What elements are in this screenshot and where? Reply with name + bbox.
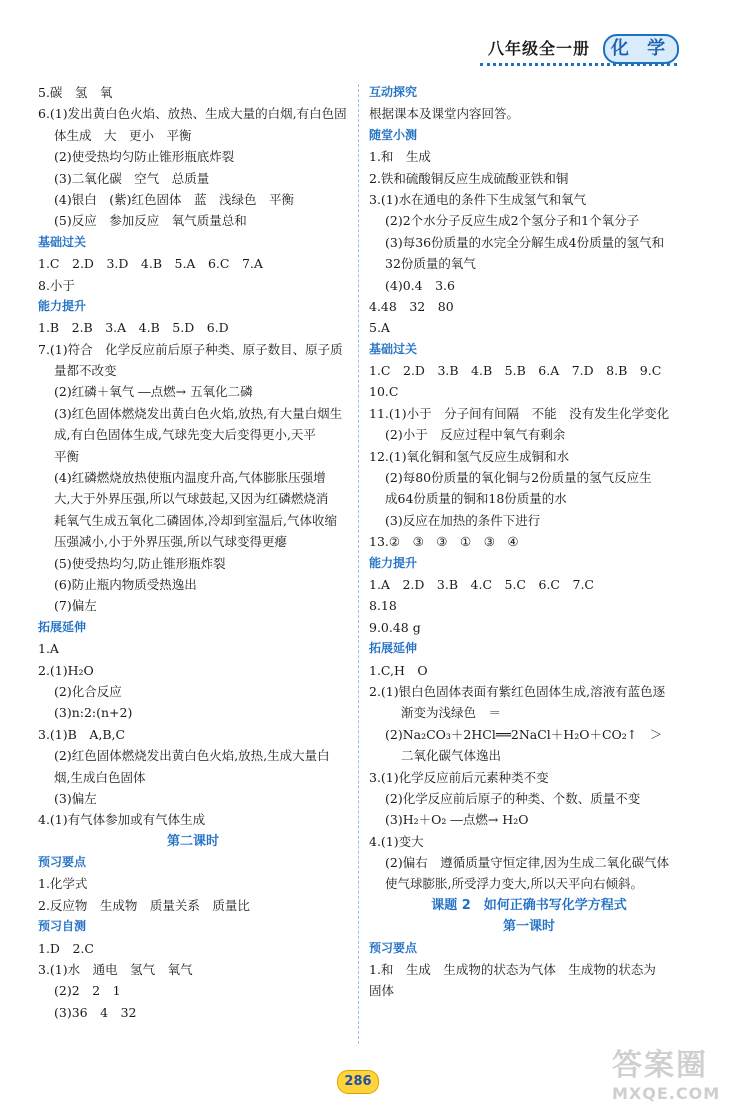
answer-line: (2)2个水分子反应生成2个氢分子和1个氧分子 (385, 213, 640, 229)
answer-line: 1.C,H O (369, 662, 428, 678)
answer-line: (3)36 4 32 (54, 1004, 137, 1020)
answer-line: (2)小于 反应过程中氧气有剩余 (385, 427, 566, 443)
answer-line: (6)防止瓶内物质受热逸出 (54, 576, 197, 592)
answer-line: (4)银白 (紫)红色固体 蓝 浅绿色 平衡 (54, 191, 294, 207)
section-heading: 互动探究 (369, 85, 418, 99)
answer-line: 1.和 生成 (369, 149, 431, 165)
answer-line: 3.(1)水 通电 氢气 氧气 (38, 962, 193, 978)
answer-line: 4.(1)有气体参加或有气体生成 (38, 812, 206, 828)
page-number: 286 (337, 1070, 379, 1094)
answer-line: 9.0.48 g (369, 619, 421, 635)
answer-line: 5.A (369, 320, 390, 336)
answer-line: 二氧化碳气体逸出 (401, 748, 502, 764)
answer-line: (2)每80份质量的氧化铜与2份质量的氢气反应生 (385, 470, 652, 486)
answer-line: (2)偏右 遵循质量守恒定律,因为生成二氧化碳气体 (385, 855, 670, 871)
section-heading: 预习要点 (38, 855, 87, 870)
answer-line: 2.(1)银白色固体表面有紫红色固体生成,溶液有蓝色逐 (369, 683, 666, 699)
answer-line: (3)反应在加热的条件下进行 (385, 512, 541, 528)
answer-line: 11.(1)小于 分子间有间隔 不能 没有发生化学变化 (369, 405, 670, 421)
grade-title: 八年级全一册 (488, 39, 591, 58)
answer-line: 体生成 大 更小 平衡 (54, 127, 192, 143)
watermark-url: MXQE.COM (612, 1084, 721, 1103)
answer-line: 大,大于外界压强,所以气球鼓起,又因为红磷燃烧消 (54, 491, 329, 507)
answer-line: (4)红磷燃烧放热使瓶内温度升高,气体膨胀压强增 (54, 470, 326, 486)
answer-line: (2)2 2 1 (54, 983, 121, 999)
answer-line: 2.(1)H₂O (38, 662, 94, 678)
answer-line: 量都不改变 (54, 363, 117, 379)
lesson-title: 课题 2 如何正确书写化学方程式 (431, 897, 627, 913)
answer-line: 4.(1)变大 (369, 833, 424, 849)
answer-line: 6.(1)发出黄白色火焰、放热、生成大量的白烟,有白色固 (38, 106, 347, 122)
column-divider (358, 84, 359, 1044)
answer-line: 1.A 2.D 3.B 4.C 5.C 6.C 7.C (369, 576, 594, 592)
section-heading: 拓展延伸 (38, 619, 87, 634)
answer-line: 1.C 2.D 3.D 4.B 5.A 6.C 7.A (38, 256, 263, 272)
answer-line: 5.碳 氢 氧 (38, 85, 113, 100)
answer-line: (2)化学反应前后原子的种类、个数、质量不变 (385, 790, 641, 806)
answer-line: (2)Na₂CO₃＋2HCl══2NaCl＋H₂O＋CO₂↑ ＞ (385, 726, 663, 742)
answer-line: (3)每36份质量的水完全分解生成4份质量的氢气和 (385, 234, 665, 250)
answer-line: (2)使受热均匀防止锥形瓶底炸裂 (54, 149, 235, 165)
answer-line: 8.小于 (38, 277, 75, 293)
answer-line: (2)红色固体燃烧发出黄白色火焰,放热,生成大量白 (54, 748, 330, 764)
section-heading: 预习要点 (369, 940, 418, 955)
answer-line: 3.(1)B A,B,C (38, 726, 126, 742)
answer-line: 2.反应物 生成物 质量关系 质量比 (38, 897, 250, 913)
answer-line: 1.化学式 (38, 876, 88, 892)
section-heading: 预习自测 (38, 919, 87, 934)
answer-line: (5)反应 参加反应 氧气质量总和 (54, 213, 247, 229)
subject-badge: 化 学 (603, 34, 679, 64)
watermark (612, 1040, 742, 1110)
section-heading: 基础过关 (369, 341, 418, 356)
left-column (38, 82, 348, 1023)
answer-line: 4.48 32 80 (369, 298, 454, 314)
answer-line: 烟,生成白色固体 (54, 769, 146, 785)
lesson-title: 第一课时 (502, 919, 555, 935)
answer-line: 2.铁和硫酸铜反应生成硫酸亚铁和铜 (369, 170, 569, 186)
answer-line: 根据课本及课堂内容回答。 (369, 106, 520, 122)
section-heading: 基础过关 (38, 234, 87, 249)
answer-line: 1.和 生成 生成物的状态为气体 生成物的状态为 (369, 962, 656, 978)
answer-line: 平衡 (54, 448, 80, 464)
answer-line: 固体 (369, 983, 395, 999)
answer-line: 压强减小,小于外界压强,所以气球变得更瘪 (54, 534, 287, 550)
answer-line: 渐变为浅绿色 ＝ (401, 705, 502, 721)
answer-line: (3)二氧化碳 空气 总质量 (54, 170, 210, 186)
answer-line: 3.(1)化学反应前后元素种类不变 (369, 769, 549, 785)
answer-line: 8.18 (369, 598, 397, 614)
answer-line: (7)偏左 (54, 598, 97, 614)
answer-line: 成,有白色固体生成,气球先变大后变得更小,天平 (54, 427, 316, 443)
watermark-logo-text: 答案圈 (612, 1048, 708, 1083)
answer-line: (3)红色固体燃烧发出黄白色火焰,放热,有大量白烟生 (54, 405, 343, 421)
right-column (369, 82, 689, 1002)
header-underline (480, 63, 677, 66)
answer-line: 1.A (38, 641, 59, 657)
answer-line: 10.C (369, 384, 399, 400)
section-heading: 能力提升 (369, 555, 418, 570)
answer-line: (3)n:2:(n+2) (54, 705, 133, 721)
lesson-title: 第二课时 (166, 833, 219, 849)
answer-line: (5)使受热均匀,防止锥形瓶炸裂 (54, 555, 226, 571)
answer-line: 13.② ③ ③ ① ③ ④ (369, 534, 519, 550)
section-heading: 拓展延伸 (369, 641, 418, 656)
answer-line: 32份质量的氧气 (385, 256, 476, 272)
answer-line: 耗氧气生成五氧化二磷固体,冷却到室温后,气体收缩 (54, 512, 337, 528)
page-header (0, 0, 750, 80)
answer-line: (2)化合反应 (54, 683, 122, 699)
answer-line: 1.B 2.B 3.A 4.B 5.D 6.D (38, 320, 229, 336)
section-heading: 随堂小测 (369, 127, 418, 142)
answer-line: 12.(1)氧化铜和氢气反应生成铜和水 (369, 448, 570, 464)
answer-line: 使气球膨胀,所受浮力变大,所以天平向右倾斜。 (385, 876, 643, 892)
answer-line: (3)H₂＋O₂ ―点燃→ H₂O (385, 812, 529, 828)
answer-line: 成64份质量的铜和18份质量的水 (385, 491, 567, 507)
answer-line: (2)红磷＋氧气 ―点燃→ 五氧化二磷 (54, 384, 253, 400)
answer-line: 3.(1)水在通电的条件下生成氢气和氧气 (369, 191, 587, 207)
section-heading: 能力提升 (38, 298, 87, 313)
answer-line: (4)0.4 3.6 (385, 277, 455, 293)
answer-line: 7.(1)符合 化学反应前后原子种类、原子数目、原子质 (38, 341, 343, 357)
answer-line: (3)偏左 (54, 790, 97, 806)
answer-line: 1.D 2.C (38, 940, 94, 956)
answer-line: 1.C 2.D 3.B 4.B 5.B 6.A 7.D 8.B 9.C (369, 363, 662, 379)
